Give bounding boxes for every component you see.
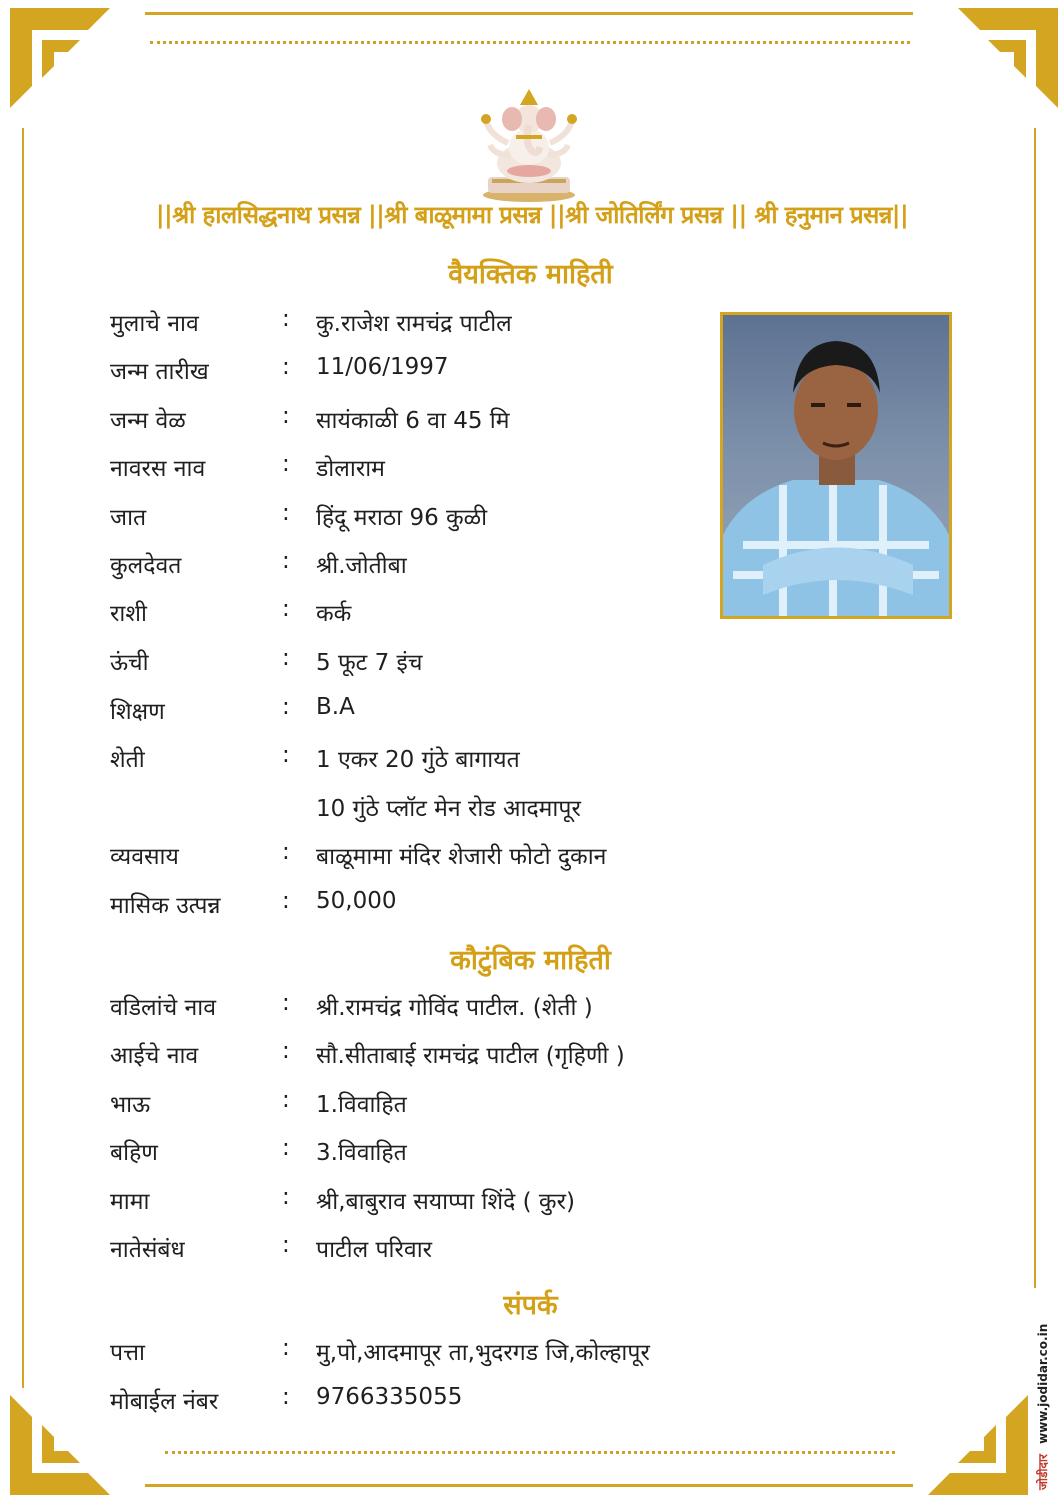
field-value: सायंकाळी 6 वा 45 मि <box>316 408 510 434</box>
field-value: B.A <box>316 694 355 720</box>
field-value: श्री.रामचंद्र गोविंद पाटील. (शेती ) <box>316 995 593 1021</box>
field-colon: : <box>282 694 290 720</box>
field-value: 50,000 <box>316 888 397 914</box>
field-label: मासिक उत्पन्न <box>110 893 221 919</box>
field-label: भाऊ <box>110 1092 151 1118</box>
field-value: सौ.सीताबाई रामचंद्र पाटील (गृहिणी ) <box>316 1043 625 1069</box>
field-value: मु,पो,आदमापूर ता,भुदरगड जि,कोल्हापूर <box>316 1340 650 1366</box>
field-colon: : <box>282 1087 290 1113</box>
frame-top-dots <box>150 41 910 44</box>
field-colon: : <box>282 1335 290 1361</box>
field-colon: : <box>282 1038 290 1064</box>
corner-ornament-bottom-left <box>10 1385 120 1495</box>
field-value: बाळूमामा मंदिर शेजारी फोटो दुकान <box>316 844 607 870</box>
field-label: पत्ता <box>110 1340 145 1366</box>
field-colon: : <box>282 548 290 574</box>
field-value: 1 एकर 20 गुंठे बागायत <box>316 747 520 773</box>
field-colon: : <box>282 645 290 671</box>
field-value: 3.विवाहित <box>316 1140 407 1166</box>
person-photo-icon <box>723 315 949 616</box>
field-value: पाटील परिवार <box>316 1237 433 1263</box>
corner-ornament-bottom-right <box>918 1385 1028 1495</box>
frame-top-line <box>145 12 913 15</box>
field-value: 5 फूट 7 इंच <box>316 650 423 676</box>
field-value: हिंदू मराठा 96 कुळी <box>316 505 488 531</box>
field-value: 9766335055 <box>316 1384 463 1410</box>
ganesha-idol-icon <box>470 85 588 203</box>
watermark-site: www.jodidar.co.in <box>1036 1323 1050 1444</box>
field-value: कर्क <box>316 601 352 627</box>
field-label: जात <box>110 505 147 531</box>
field-value: कु.राजेश रामचंद्र पाटील <box>316 311 512 337</box>
field-colon: : <box>282 451 290 477</box>
field-value: श्री,बाबुराव सयाप्पा शिंदे ( कुर) <box>316 1189 575 1215</box>
frame-bottom-dots <box>165 1451 895 1454</box>
field-value: डोलाराम <box>316 456 385 482</box>
frame-right-line <box>1034 128 1036 1288</box>
field-label: राशी <box>110 601 147 627</box>
field-colon: : <box>282 1184 290 1210</box>
field-colon: : <box>282 403 290 429</box>
field-colon: : <box>282 839 290 865</box>
field-value: श्री.जोतीबा <box>316 553 407 579</box>
field-colon: : <box>282 354 290 380</box>
family-info-title: कौटुंबिक माहिती <box>450 945 611 976</box>
field-colon: : <box>282 742 290 768</box>
field-label: ऊंची <box>110 650 149 676</box>
field-label: बहिण <box>110 1140 158 1166</box>
field-label: आईचे नाव <box>110 1043 199 1069</box>
personal-info-title: वैयक्तिक माहिती <box>448 259 613 290</box>
field-colon: : <box>282 306 290 332</box>
field-label: जन्म वेळ <box>110 408 186 434</box>
field-value: 11/06/1997 <box>316 354 449 380</box>
field-label: जन्म तारीख <box>110 359 209 385</box>
field-label: मुलाचे नाव <box>110 311 199 337</box>
watermark-text <box>1034 1300 1056 1490</box>
field-label: मामा <box>110 1189 150 1215</box>
field-colon: : <box>282 500 290 526</box>
field-label: नातेसंबंध <box>110 1237 185 1263</box>
field-colon: : <box>282 1135 290 1161</box>
field-colon: : <box>282 990 290 1016</box>
field-colon: : <box>282 1384 290 1410</box>
field-colon: : <box>282 1232 290 1258</box>
field-label: कुलदेवत <box>110 553 182 579</box>
field-colon: : <box>282 888 290 914</box>
field-label: नावरस नाव <box>110 456 206 482</box>
field-label: वडिलांचे नाव <box>110 995 217 1021</box>
profile-photo <box>720 312 952 619</box>
frame-bottom-line <box>145 1484 913 1487</box>
blessing-header: ||श्री हालसिद्धनाथ प्रसन्न ||श्री बाळूमामा प्रसन्न ||श्री जोतिर्लिंग प्रसन्न || श्री हनुमान प्रसन्न|| <box>155 201 909 229</box>
watermark-brand: जोडीदार <box>1036 1454 1050 1490</box>
field-value: 10 गुंठे प्लॉट मेन रोड आदमापूर <box>316 796 581 822</box>
field-label: शेती <box>110 747 145 773</box>
field-colon: : <box>282 596 290 622</box>
frame-left-line <box>22 128 24 1388</box>
field-value: 1.विवाहित <box>316 1092 407 1118</box>
field-label: मोबाईल नंबर <box>110 1389 219 1415</box>
corner-ornament-top-right <box>948 8 1058 118</box>
watermark <box>1034 1300 1056 1490</box>
field-label: व्यवसाय <box>110 844 179 870</box>
contact-title: संपर्क <box>503 1290 558 1321</box>
corner-ornament-top-left <box>10 8 120 118</box>
field-label: शिक्षण <box>110 699 165 725</box>
